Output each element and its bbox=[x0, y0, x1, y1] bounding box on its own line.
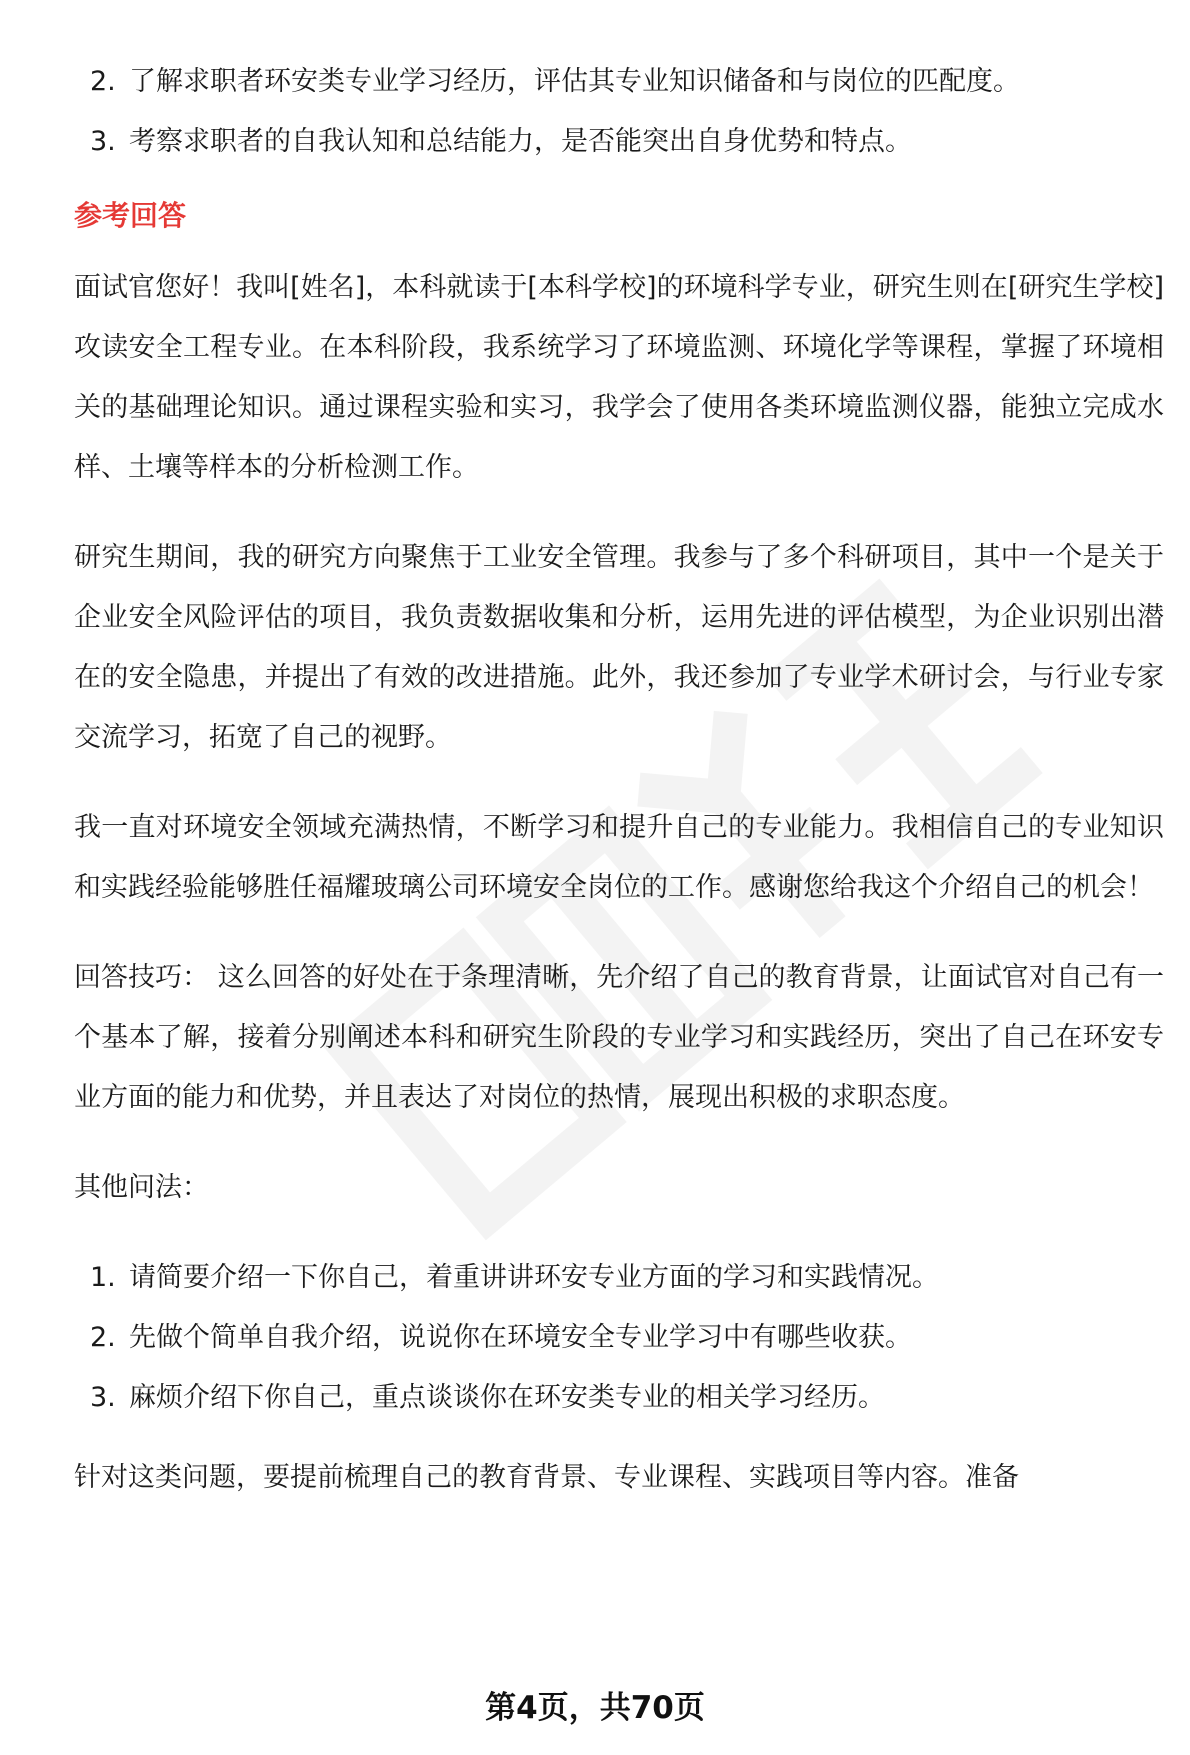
answer-paragraph: 面试官您好！我叫[姓名]，本科就读于[本科学校]的环境科学专业，研究生则在[研究生学校]攻读安全工程专业。在本科阶段，我系统学习了环境监测、环境化学等课程，掌握了环境相关的基础理论知识。通过课程实验和实习，我学会了使用各类环境监测仪器，能独立完成水样、土壤等样本的分析检测工作。 bbox=[74, 272, 1164, 483]
list-number: 2. bbox=[90, 66, 116, 97]
closing-paragraph: 针对这类问题，要提前梳理自己的教育背景、专业课程、实践项目等内容。准备 bbox=[74, 1462, 1019, 1493]
answer-paragraph: 我一直对环境安全领域充满热情，不断学习和提升自己的专业能力。我相信自己的专业知识和实践经验能够胜任福耀玻璃公司环境安全岗位的工作。感谢您给我这个介绍自己的机会！ bbox=[74, 812, 1164, 903]
answer-heading: 参考回答 bbox=[74, 199, 187, 232]
list-number: 2. bbox=[90, 1322, 116, 1353]
list-number: 1. bbox=[90, 1262, 116, 1293]
list-item bbox=[74, 1248, 1164, 1308]
page-number-footer: 第4页，共70页 bbox=[485, 1690, 705, 1726]
document-content bbox=[74, 52, 1164, 1508]
other-questions-list bbox=[74, 1248, 1164, 1428]
list-text: 考察求职者的自我认知和总结能力，是否能突出自身优势和特点。 bbox=[129, 126, 912, 157]
list-item bbox=[74, 1368, 1164, 1428]
list-text: 请简要介绍一下你自己，着重讲讲环安专业方面的学习和实践情况。 bbox=[129, 1262, 939, 1293]
list-number: 3. bbox=[90, 1382, 116, 1413]
list-item bbox=[74, 112, 1164, 172]
answer-paragraph: 研究生期间，我的研究方向聚焦于工业安全管理。我参与了多个科研项目，其中一个是关于企业安全风险评估的项目，我负责数据收集和分析，运用先进的评估模型，为企业识别出潜在的安全隐患，并提出了有效的改进措施。此外，我还参加了专业学术研讨会，与行业专家交流学习，拓宽了自己的视野。 bbox=[74, 542, 1164, 753]
list-item bbox=[74, 52, 1164, 112]
list-text: 麻烦介绍下你自己，重点谈谈你在环安类专业的相关学习经历。 bbox=[129, 1382, 885, 1413]
list-item bbox=[74, 1308, 1164, 1368]
intro-list bbox=[74, 52, 1164, 172]
answer-tips: 回答技巧： 这么回答的好处在于条理清晰，先介绍了自己的教育背景，让面试官对自己有一个基本了解，接着分别阐述本科和研究生阶段的专业学习和实践经历，突出了自己在环安专业方面的能力和优势，并且表达了对岗位的热情，展现出积极的求职态度。 bbox=[74, 962, 1164, 1113]
list-text: 先做个简单自我介绍，说说你在环境安全专业学习中有哪些收获。 bbox=[129, 1322, 912, 1353]
other-questions-label: 其他问法： bbox=[74, 1172, 209, 1203]
list-number: 3. bbox=[90, 126, 116, 157]
list-text: 了解求职者环安类专业学习经历，评估其专业知识储备和与岗位的匹配度。 bbox=[129, 66, 1020, 97]
